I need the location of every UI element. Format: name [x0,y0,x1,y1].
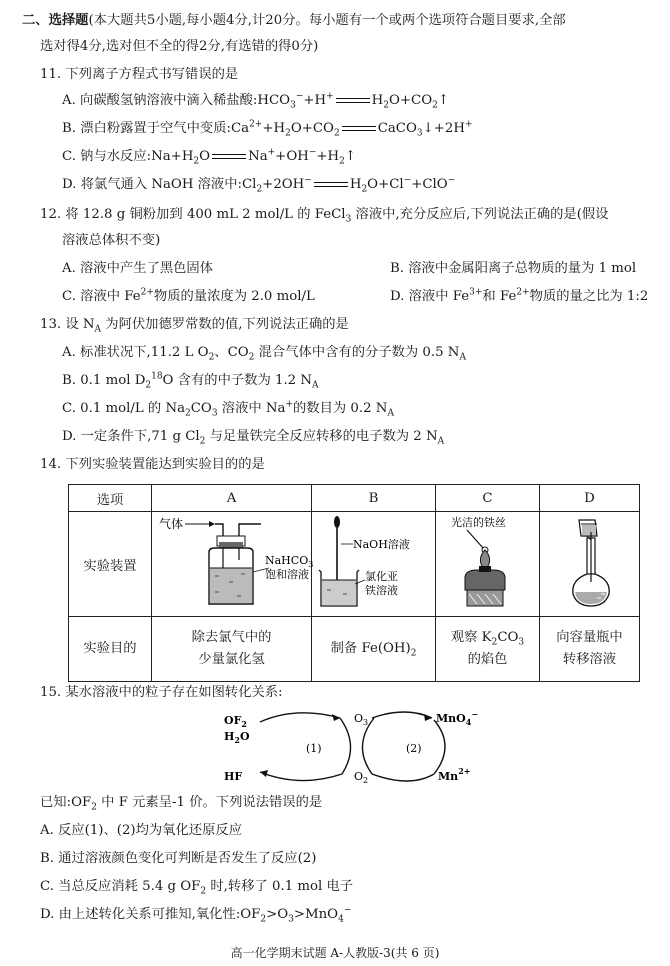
purpose-d: 向容量瓶中 转移溶液 [540,617,640,682]
header-cell: 选项 [69,485,152,512]
section-instructions-cont: 选对得4分,选对但不全的得2分,有选错的得0分) [40,39,319,54]
q14-stem: 14. 下列实验装置能达到实验目的的是 [40,457,265,472]
label-gas: 气体 [158,517,183,531]
label-ferrous-2: 铁溶液 [364,584,398,597]
q12-option-a: A. 溶液中产生了黑色固体 [62,261,214,276]
svg-text:H2O: $H_2O$ [224,730,250,745]
purpose-a: 除去氯气中的 少量氯化氢 [152,617,312,682]
q11-stem: 11. 下列离子方程式书写错误的是 [40,67,239,82]
row-label: 实验装置 [69,512,152,617]
flame-test-diagram [437,512,539,612]
table-row-apparatus [69,512,640,617]
q15-option-b: B. 通过溶液颜色变化可判断是否发生了反应(2) [40,851,317,866]
q13-option-b: B. 0.1 mol $D_2^{18}O$ 含有的中子数为 1.2 $N_A$ [62,371,319,391]
row-label: 实验目的 [69,617,152,682]
q15-stem: 15. 某水溶液中的粒子存在如图转化关系: [40,685,283,700]
q15-option-c: C. 当总反应消耗 5.4 g $OF_2$ 时,转移了 0.1 mol 电子 [40,879,354,897]
volumetric-flask-diagram [541,512,639,612]
header-cell: D [540,485,640,512]
q13-option-c: C. 0.1 mol/L 的 $Na_2CO_3$ 溶液中 Na+的数目为 0.2 $N_A$ [62,399,394,419]
svg-text:MnO4−: MnO$_4$− [436,709,479,727]
q13-option-d: D. 一定条件下,71 g $Cl_2$ 与足量铁完全反应转移的电子数为 2 $N_A$ [62,429,445,447]
apparatus-c [436,512,540,617]
q12-option-b: B. 溶液中金属阳离子总物质的量为 1 mol [390,261,637,276]
svg-text:HF: HF [224,770,243,783]
table-header-row [69,485,640,512]
gas-washing-bottle-diagram [153,512,311,612]
apparatus-d [540,512,640,617]
purpose-b: 制备 $Fe(OH)_2$ [312,617,436,682]
purpose-c: 观察 $K_2CO_3$ 的焰色 [436,617,540,682]
svg-text:OF2: $OF_2$ [224,714,247,729]
svg-text:Mn2+: $Mn^{2+}$ [438,766,471,783]
table-row-purpose [69,617,640,682]
q15-known: 已知$:OF_2$ 中 F 元素呈-1 价。下列说法错误的是 [40,795,323,813]
q11-option-c: C. 钠与水反应$:Na+H_2O$ $Na^++OH^-+H_2↑$ [62,147,356,167]
svg-text:(1): (1) [306,742,322,755]
q15-option-d: D. 由上述转化关系可推知,氧化性$:OF_2>O_3>MnO_4^-$ [40,905,352,925]
section-title: 二、选择题 [22,13,89,28]
dropper-beaker-diagram [313,512,435,612]
section-heading [22,12,566,30]
header-cell: C [436,485,540,512]
header-cell: B [312,485,436,512]
page-footer: 高一化学期末试题 A-人教版-3(共 6 页) [230,946,440,960]
label-solution: 饱和溶液 [264,568,309,581]
section-instructions: (本大题共5小题,每小题4分,计20分。每小题有一个或两个选项符合题目要求,全部 [88,13,566,28]
svg-text:(2): (2) [406,742,422,755]
q15-option-a: A. 反应(1)、(2)均为氧化还原反应 [40,823,242,838]
header-cell: A [152,485,312,512]
svg-text:NaHCO3: NaHCO$_3$ [264,554,313,569]
q15-conversion-diagram [220,708,490,784]
label-ferrous-1: 氯化亚 [364,570,398,583]
svg-text:O3: $O_3$ [354,712,369,727]
q11-option-a: A. 向碳酸氢钠溶液中滴入稀盐酸$:HCO_3^-+H^+$ $H_2O+CO_2↑$ [62,91,450,111]
q13-option-a: A. 标准状况下,11.2 L $O_2$、$CO_2$ 混合气体中含有的分子数为 0.5 $N_A$ [62,345,466,363]
q12-stem-cont: 溶液总体积不变) [62,233,161,248]
apparatus-b [312,512,436,617]
svg-text:O2: $O_2$ [354,770,369,785]
label-iron-wire: 光洁的铁丝 [450,516,506,529]
q11-option-b: B. 漂白粉露置于空气中变质$:Ca^{2+}+H_2O+CO_2$ CaCO$_3$↓+2H+ [62,119,473,139]
label-naoh: NaOH溶液 [352,538,410,551]
q13-stem: 13. 设 $N_A$ 为阿伏加德罗常数的值,下列说法正确的是 [40,317,349,335]
q12-option-c: C. 溶液中 $Fe^{2+}$物质的量浓度为 2.0 mol/L [62,287,315,304]
q11-option-d: D. 将氯气通入 NaOH 溶液中$:Cl_2+2OH^-$ $H_2O+Cl^-+ClO^-$ [62,175,456,195]
q14-table [68,484,640,682]
apparatus-a [152,512,312,617]
q12-option-d: D. 溶液中 $Fe^{3+}$和 $Fe^{2+}$物质的量之比为 1:2 [390,287,649,304]
q12-stem: 12. 将 12.8 g 铜粉加到 400 mL 2 mol/L 的 FeCl$_3$ 溶液中,充分反应后,下列说法正确的是(假设 [40,207,609,225]
